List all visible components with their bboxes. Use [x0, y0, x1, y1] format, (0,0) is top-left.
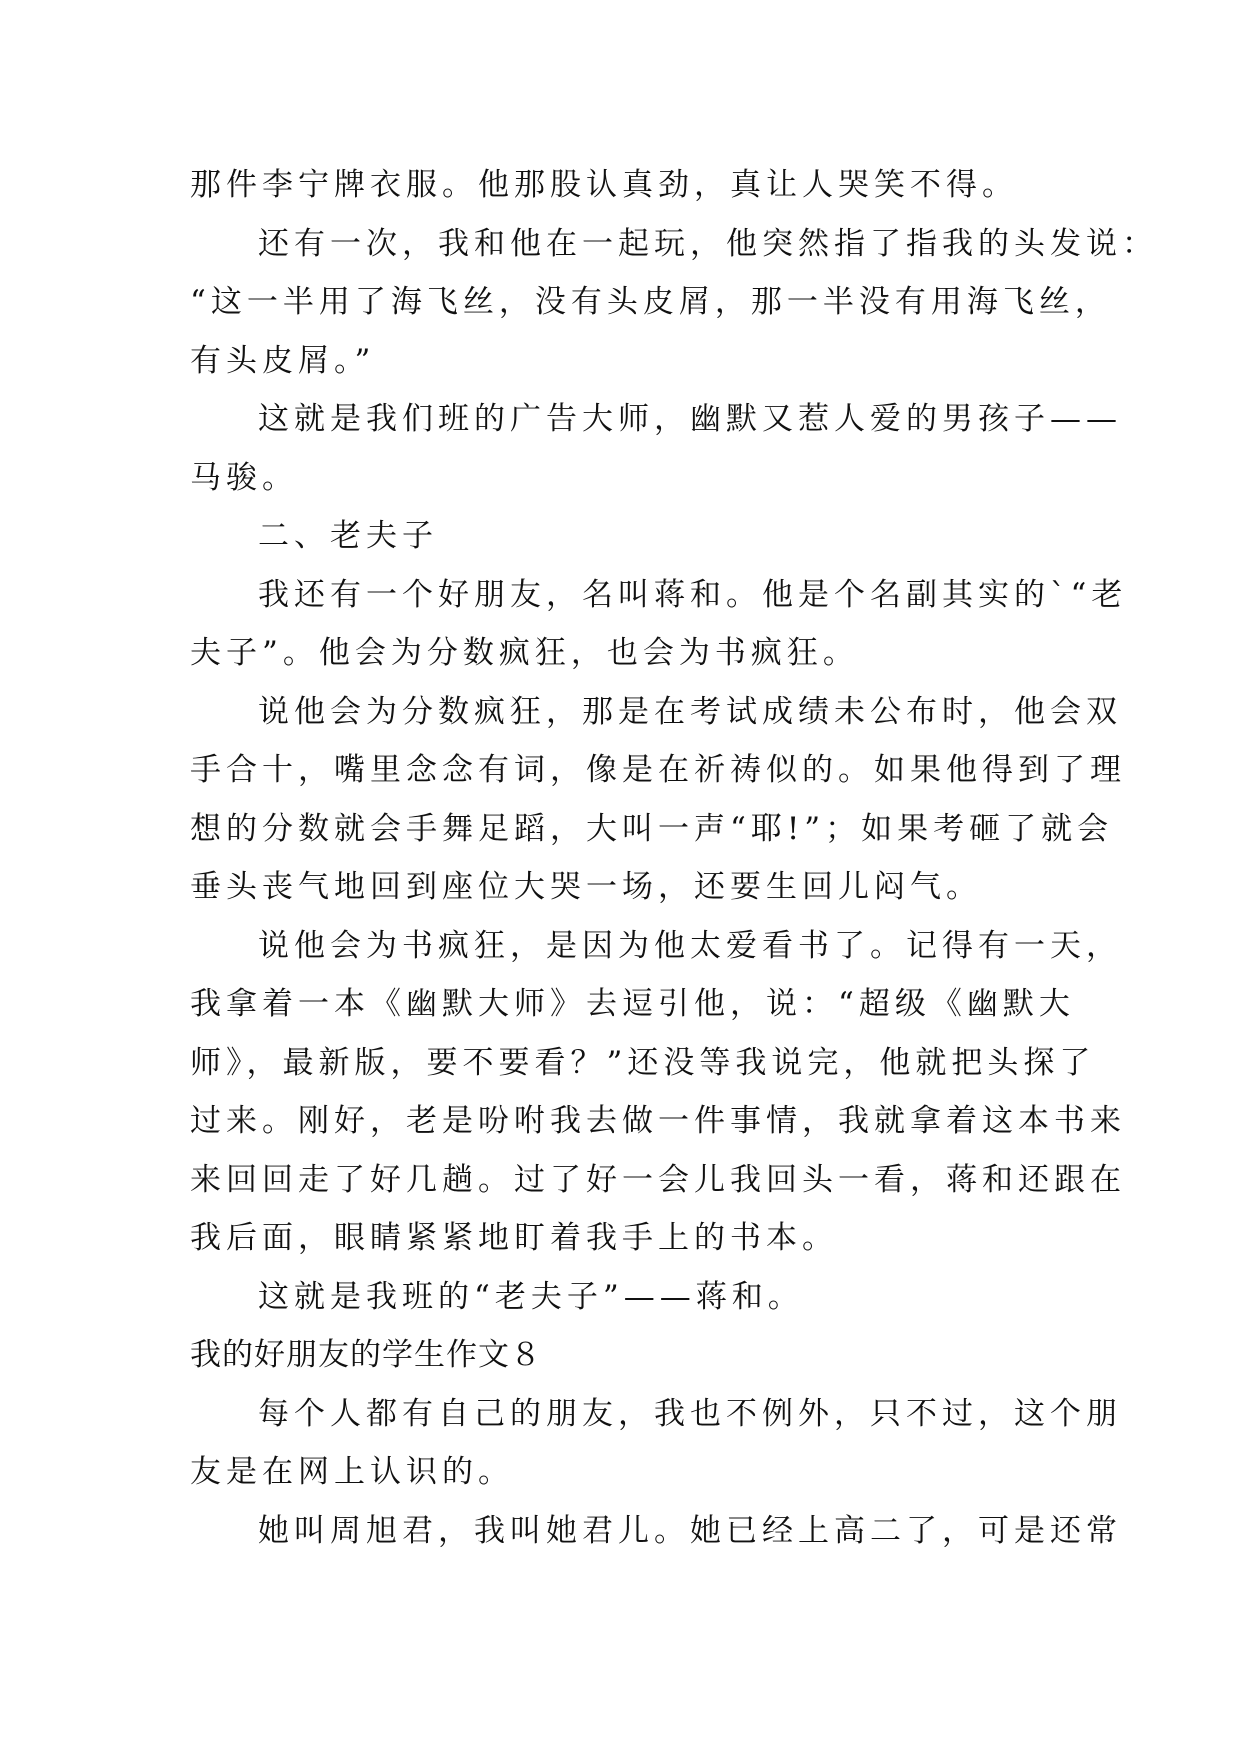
text-line: 我后面，眼睛紧紧地盯着我手上的书本。 — [190, 1220, 838, 1256]
text-line: 我还有一个好朋友，名叫蒋和。他是个名副其实的`“老 — [258, 576, 1128, 613]
text-line: 这就是我班的“老夫子”——蒋和。 — [258, 1278, 804, 1315]
text-line: 垂头丧气地回到座位大哭一场，还要生回儿闷气。 — [190, 869, 982, 905]
text-line: 马骏。 — [190, 459, 298, 496]
essay-title: 我的好朋友的学生作文８ — [190, 1337, 542, 1373]
text-line: 夫子”。他会为分数疯狂，也会为书疯狂。 — [190, 635, 859, 671]
text-line: 每个人都有自己的朋友，我也不例外，只不过，这个朋 — [258, 1395, 1122, 1432]
text-line: 友是在网上认识的。 — [190, 1454, 514, 1490]
text-line: 想的分数就会手舞足蹈，大叫一声“耶!”；如果考砸了就会 — [190, 810, 1114, 847]
text-line: 来回回走了好几趟。过了好一会儿我回头一看，蒋和还跟在 — [190, 1161, 1126, 1198]
text-line: 说他会为书疯狂，是因为他太爱看书了。记得有一天， — [258, 927, 1122, 964]
text-line: 我拿着一本《幽默大师》去逗引他，说：“超级《幽默大 — [190, 986, 1075, 1022]
text-line: 这就是我们班的广告大师，幽默又惹人爱的男孩子—— — [258, 401, 1122, 437]
text-line: “这一半用了海飞丝，没有头皮屑，那一半没有用海飞丝， — [190, 284, 1111, 320]
text-line: 过来。刚好，老是吩咐我去做一件事情，我就拿着这本书来 — [190, 1103, 1126, 1139]
text-line: 她叫周旭君，我叫她君儿。她已经上高二了，可是还常 — [258, 1512, 1122, 1549]
section-heading: 二、老夫子 — [258, 518, 438, 554]
text-line: 手合十，嘴里念念有词，像是在祈祷似的。如果他得到了理 — [190, 752, 1126, 788]
text-line: 说他会为分数疯狂，那是在考试成绩未公布时，他会双 — [258, 693, 1122, 730]
text-line: 那件李宁牌衣服。他那股认真劲，真让人哭笑不得。 — [190, 167, 1018, 203]
text-line: 师》，最新版，要不要看？”还没等我说完，他就把头探了 — [190, 1044, 1096, 1081]
text-line: 还有一次，我和他在一起玩，他突然指了指我的头发说： — [258, 225, 1158, 262]
essay-text — [190, 156, 1158, 1560]
text-line: 有头皮屑。” — [190, 342, 376, 379]
